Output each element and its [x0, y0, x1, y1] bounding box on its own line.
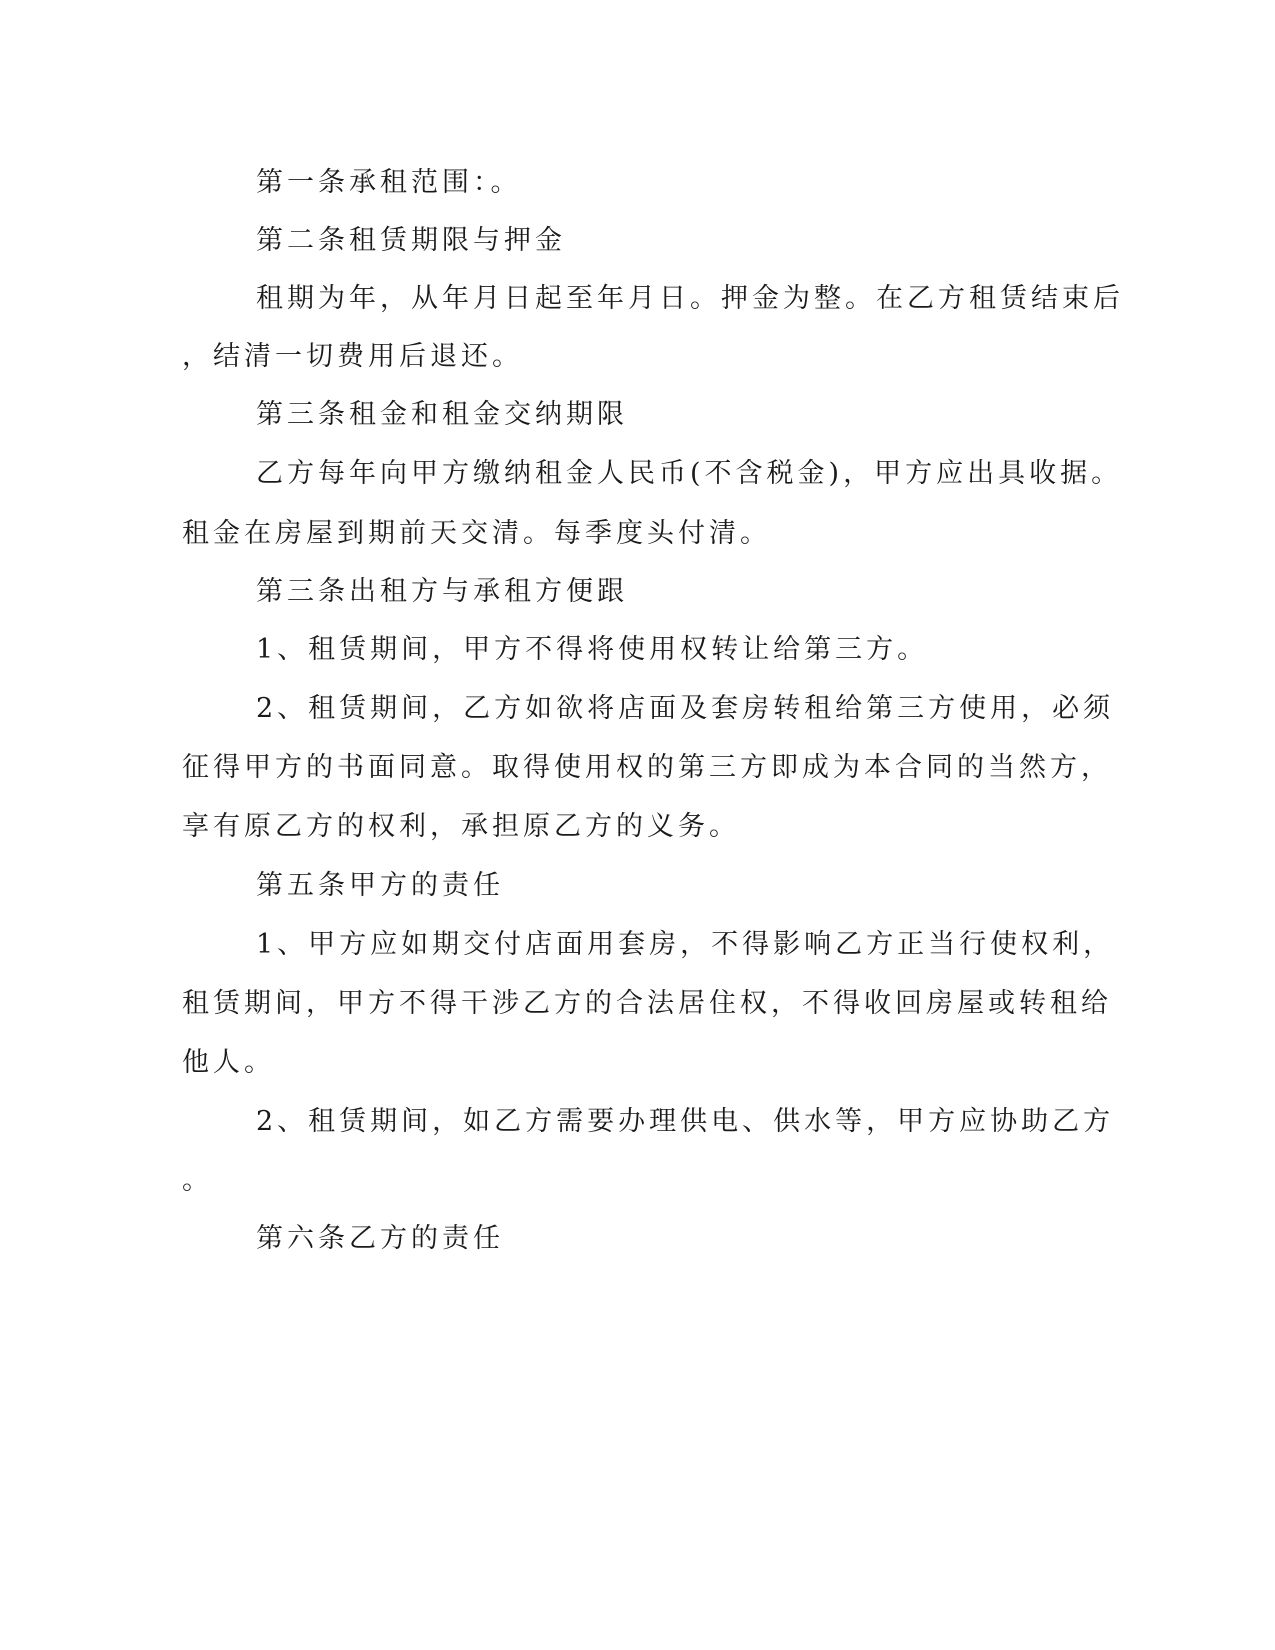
- paragraph-line: 租赁期间，甲方不得干涉乙方的合法居住权，不得收回房屋或转租给: [182, 988, 1112, 1019]
- article-6-heading: 第六条乙方的责任: [256, 1223, 504, 1254]
- article-5-heading: 第五条甲方的责任: [256, 870, 504, 901]
- paragraph-line: ，结清一切费用后退还。: [182, 341, 523, 372]
- article-3-heading: 第三条租金和租金交纳期限: [256, 399, 628, 430]
- paragraph-line: 租期为年，从年月日起至年月日。押金为整。在乙方租赁结束后: [256, 283, 1124, 314]
- article-3b-heading: 第三条出租方与承租方便跟: [256, 576, 628, 607]
- paragraph-line: 享有原乙方的权利，承担原乙方的义务。: [182, 811, 740, 842]
- paragraph-line: 1、租赁期间，甲方不得将使用权转让给第三方。: [256, 634, 929, 665]
- paragraph-line: 2、租赁期间，乙方如欲将店面及套房转租给第三方使用，必须: [256, 693, 1115, 724]
- paragraph-line: 1、甲方应如期交付店面用套房，不得影响乙方正当行使权利，: [256, 929, 1115, 960]
- paragraph-line: 2、租赁期间，如乙方需要办理供电、供水等，甲方应协助乙方: [256, 1106, 1115, 1137]
- article-2-heading: 第二条租赁期限与押金: [256, 225, 566, 256]
- paragraph-line: 乙方每年向甲方缴纳租金人民币(不含税金)，甲方应出具收据。: [256, 458, 1123, 489]
- paragraph-line: 。: [182, 1165, 213, 1196]
- paragraph-line: 他人。: [182, 1047, 275, 1078]
- article-1-heading: 第一条承租范围：。: [256, 167, 522, 198]
- paragraph-line: 征得甲方的书面同意。取得使用权的第三方即成为本合同的当然方，: [182, 752, 1112, 783]
- paragraph-line: 租金在房屋到期前天交清。每季度头付清。: [182, 518, 771, 549]
